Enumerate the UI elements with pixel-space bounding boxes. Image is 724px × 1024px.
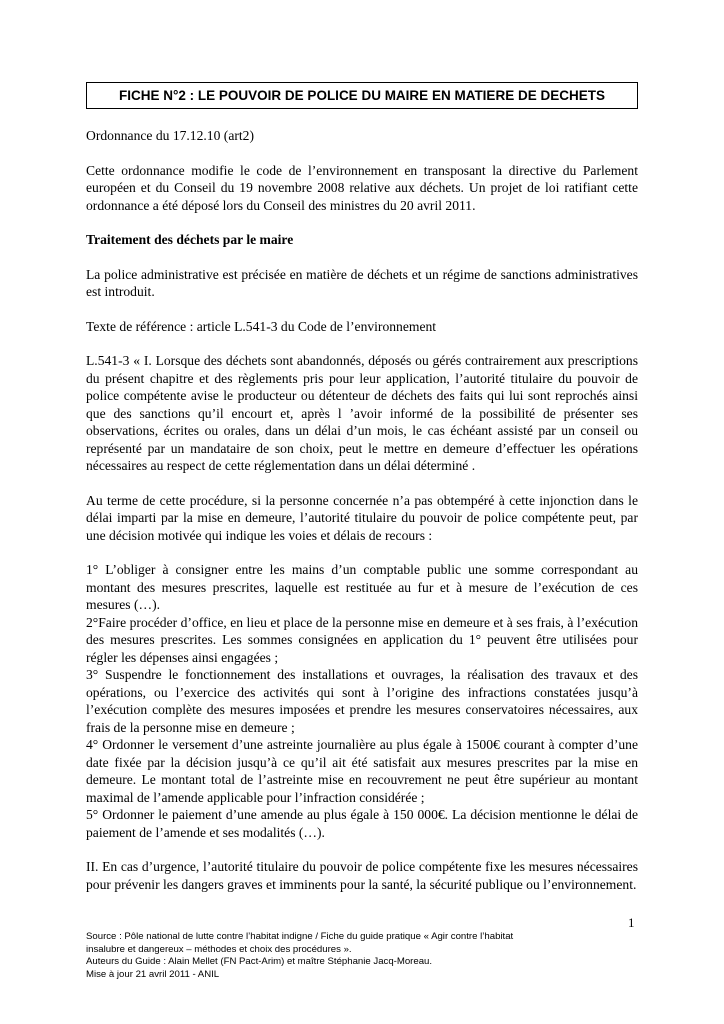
measure-item-4: 4° Ordonner le versement d’une astreinte journalière au plus égale à 1500€ courant à compter d’une date fixée par la décision jusqu’à ce qu’il ait été satisfait aux mesures prescrites par la mise en demeure. Le montant total de l’astreinte mise en recouvrement ne peut être supérieur au montant maximal de l’amende applicable pour l’infraction considérée ; — [86, 737, 638, 805]
footer-update: Mise à jour 21 avril 2011 - ANIL — [86, 968, 220, 980]
measure-item-3: 3° Suspendre le fonctionnement des installations et ouvrages, la réalisation des travaux et des opérations, ou l’exercice des activités qui sont à l’origine des infractions constatées jusqu’à l’exécution complète des mesures imposées et prendre les mesures conservatoires nécessaires, aux frais de la personne mise en demeure ; — [86, 667, 638, 735]
procedure-paragraph: Au terme de cette procédure, si la personne concernée n’a pas obtempéré à cette injonction dans le délai imparti par la mise en demeure, l’autorité titulaire du pouvoir de police compétente peut, par une décision motivée qui indique les voies et délais de recours : — [86, 492, 638, 543]
article-paragraph: L.541-3 « I. Lorsque des déchets sont abandonnés, déposés ou gérés contrairement aux prescriptions du présent chapitre et des règlements pris pour leur application, l’autorité titulaire du pouvoir de police compétente avise le producteur ou détenteur de déchets des faits qui lui sont reprochés ainsi que des sanctions qu’il encourt et, après l ’avoir informé de la possibilité de présenter ses observations, écrites ou orales, dans un délai d’un mois, le cas échéant assisté par un conseil ou représenté par un mandataire de son choix, peut le mettre en demeure d’effectuer les opérations nécessaires au respect de cette réglementation dans un délai déterminé . — [86, 353, 638, 473]
intro-paragraph: Cette ordonnance modifie le code de l’environnement en transposant la directive du Parlement européen et du Conseil du 19 novembre 2008 relative aux déchets. Un projet de loi ratifiant cette ordonnance a été déposé lors du Conseil des ministres du 20 avril 2011. — [86, 162, 638, 213]
measure-item-1: 1° L’obliger à consigner entre les mains d’un comptable public une somme correspondant au montant des mesures prescrites, laquelle est restituée au fur et à mesure de l’exécution de ces mesures (…). — [86, 562, 638, 612]
measure-item-2: 2°Faire procéder d’office, en lieu et place de la personne mise en demeure et à ses frais, à l’exécution des mesures prescrites. Les sommes consignées en application du 1° peuvent être utilisées pour régler les dépenses ainsi engagées ; — [86, 614, 638, 665]
section-heading: Traitement des déchets par le maire — [86, 232, 294, 247]
footer — [86, 931, 631, 981]
footer-authors: Auteurs du Guide : Alain Mellet (FN Pact-Arim) et maître Stéphanie Jacq-Moreau. — [86, 956, 433, 967]
footer-source-line-2: insalubre et dangereux – méthodes et choix des procédures ». — [86, 943, 352, 955]
footer-source-line: Source : Pôle national de lutte contre l’habitat indigne / Fiche du guide pratique « Agir contre l’habitat — [86, 931, 514, 942]
measures-list — [86, 561, 638, 841]
page-number: 1 — [628, 915, 635, 930]
measure-item-5: 5° Ordonner le paiement d’une amende au plus égale à 150 000€. La décision mentionne le délai de paiement de l’amende et ses modalités (…). — [86, 807, 638, 840]
document-title: FICHE N°2 : LE POUVOIR DE POLICE DU MAIRE EN MATIERE DE DECHETS — [86, 82, 638, 109]
ordonnance-reference: Ordonnance du 17.12.10 (art2) — [86, 128, 254, 143]
urgency-paragraph: II. En cas d’urgence, l’autorité titulaire du pouvoir de police compétente fixe les mesures nécessaires pour prévenir les dangers graves et imminents pour la santé, la sécurité publique ou l’environnement. — [86, 859, 638, 892]
reference-text: Texte de référence : article L.541-3 du Code de l’environnement — [86, 318, 437, 334]
police-paragraph: La police administrative est précisée en matière de déchets et un régime de sanctions administratives est introduit. — [86, 266, 638, 299]
document-body — [86, 82, 638, 910]
